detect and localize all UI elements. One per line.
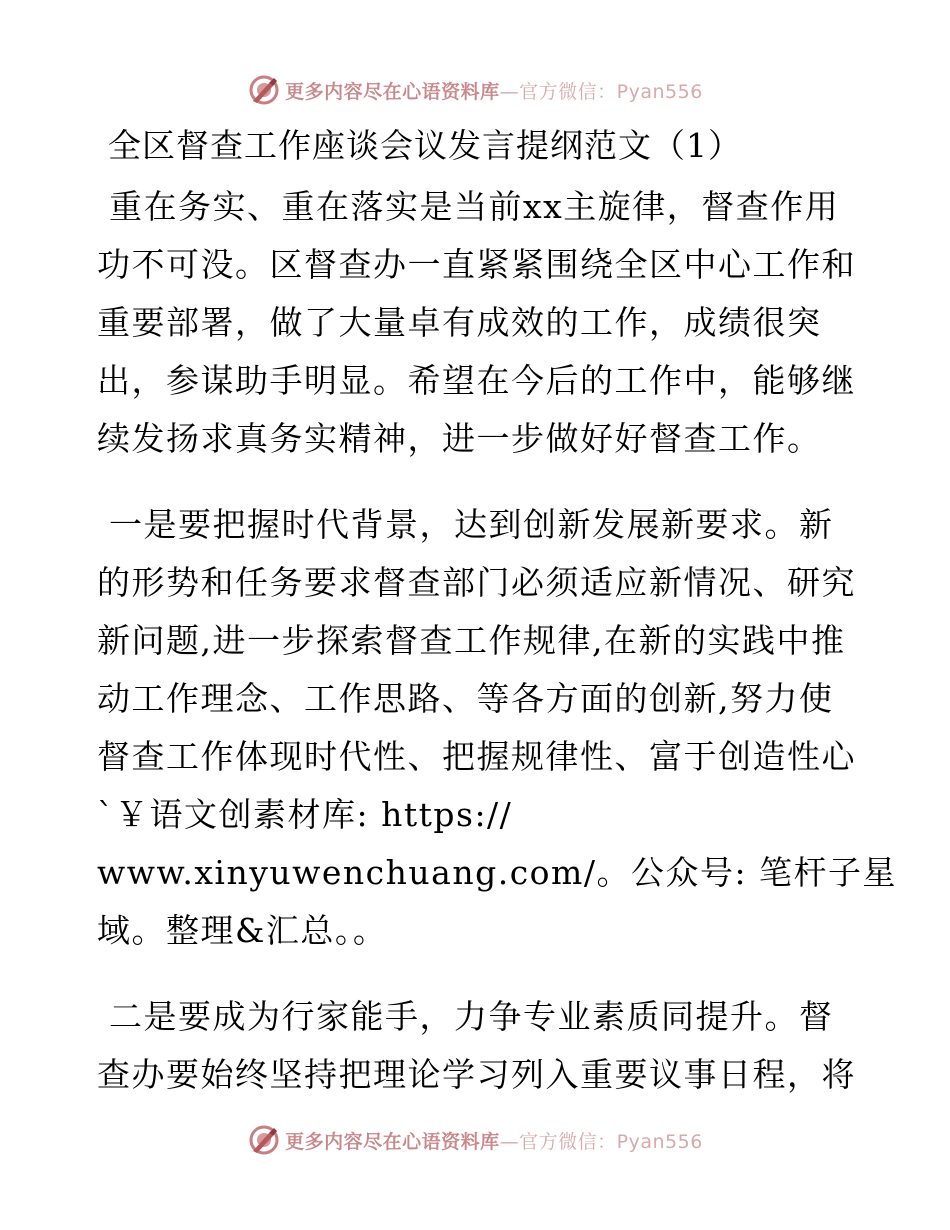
paragraph-line: 续发扬求真务实精神，进一步做好好督查工作。 <box>97 419 822 458</box>
paragraph-line: 功不可没。区督查办一直紧紧围绕全区中心工作和 <box>97 245 856 284</box>
footer-banner-text <box>285 1127 703 1154</box>
paragraph-1 <box>97 178 857 468</box>
paragraph-line: `￥语文创素材库: https:// <box>97 795 513 834</box>
paragraph-line: 二是要成为行家能手，力争专业素质同提升。督 <box>109 997 834 1036</box>
paragraph-line: 督查工作体现时代性、把握规律性、富于创造性心 <box>97 737 856 776</box>
footer-banner-primary: 更多内容尽在心语资料库 <box>285 1130 500 1153</box>
paragraph-line: 重在务实、重在落实是当前xx主旋律，督查作用 <box>109 187 840 226</box>
pen-circle-logo-icon <box>247 1123 281 1157</box>
paragraph-line: 一是要把握时代背景，达到创新发展新要求。新 <box>109 505 834 544</box>
paragraph-line: 重要部署，做了大量卓有成效的工作，成绩很突 <box>97 303 822 342</box>
document-body <box>97 178 898 1132</box>
header-banner-text <box>285 77 703 104</box>
paragraph-line: 新问题,进一步探索督查工作规律,在新的实践中推 <box>97 621 846 660</box>
header-banner-dash: — <box>499 80 520 103</box>
header-banner-primary: 更多内容尽在心语资料库 <box>285 80 500 103</box>
paragraph-line: 的形势和任务要求督查部门必须适应新情况、研究 <box>97 563 856 602</box>
footer-banner <box>0 1120 950 1160</box>
paragraph-2 <box>97 496 898 960</box>
paragraph-3 <box>97 988 857 1104</box>
document-title: 全区督查工作座谈会议发言提纲范文（1） <box>108 126 742 165</box>
paragraph-line: 动工作理念、工作思路、等各方面的创新,努力使 <box>97 679 834 718</box>
paragraph-line: 出，参谋助手明显。希望在今后的工作中，能够继 <box>97 361 856 400</box>
header-banner-secondary: 官方微信：Pyan556 <box>519 80 703 103</box>
pen-circle-logo-icon <box>247 73 281 107</box>
footer-banner-dash: — <box>499 1130 520 1153</box>
paragraph-line: www.xinyuwenchuang.com/。公众号: 笔杆子星 <box>97 853 898 892</box>
header-banner <box>0 70 950 110</box>
paragraph-line: 查办要始终坚持把理论学习列入重要议事日程，将 <box>97 1055 856 1094</box>
footer-banner-secondary: 官方微信：Pyan556 <box>519 1130 703 1153</box>
paragraph-line: 域。整理&汇总。。 <box>97 911 388 950</box>
